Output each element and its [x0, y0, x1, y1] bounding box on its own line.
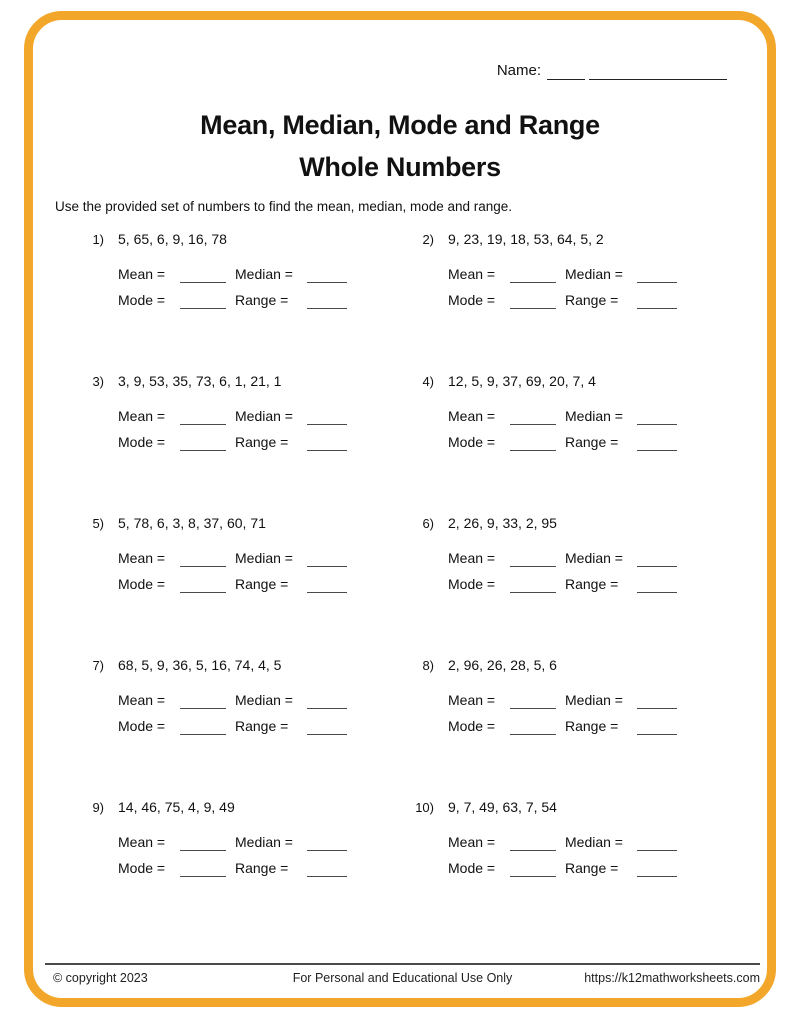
- median-blank[interactable]: [637, 410, 677, 425]
- problem-body: [118, 799, 408, 877]
- range-label: Range =: [565, 292, 619, 308]
- number-set: 2, 26, 9, 33, 2, 95: [448, 515, 557, 531]
- number-set: 9, 23, 19, 18, 53, 64, 5, 2: [448, 231, 604, 247]
- mode-label: Mode =: [118, 292, 166, 308]
- mean-blank[interactable]: [510, 410, 556, 425]
- mean-median-row: [118, 541, 408, 567]
- median-label: Median =: [565, 834, 623, 850]
- mean-label: Mean =: [448, 834, 496, 850]
- number-set: 5, 65, 6, 9, 16, 78: [118, 231, 227, 247]
- median-blank[interactable]: [307, 694, 347, 709]
- mean-label: Mean =: [118, 834, 166, 850]
- problem-body: [448, 231, 708, 309]
- name-line[interactable]: [589, 64, 727, 80]
- mean-label: Mean =: [448, 692, 496, 708]
- median-blank[interactable]: [307, 268, 347, 283]
- range-label: Range =: [235, 434, 289, 450]
- mode-range-row: [118, 851, 408, 877]
- median-label: Median =: [565, 408, 623, 424]
- number-set: 12, 5, 9, 37, 69, 20, 7, 4: [448, 373, 596, 389]
- problem-body: [448, 515, 708, 593]
- problem-4: [408, 373, 708, 515]
- mean-median-row: [118, 399, 408, 425]
- range-blank[interactable]: [637, 862, 677, 877]
- mean-blank[interactable]: [180, 836, 226, 851]
- median-blank[interactable]: [307, 836, 347, 851]
- problem-10: [408, 799, 708, 941]
- number-set: 5, 78, 6, 3, 8, 37, 60, 71: [118, 515, 266, 531]
- mean-median-row: [118, 825, 408, 851]
- problem-2: [408, 231, 708, 373]
- website-url: https://k12mathworksheets.com: [584, 971, 760, 985]
- range-blank[interactable]: [307, 578, 347, 593]
- problem-number: 10): [415, 800, 434, 815]
- number-set: 14, 46, 75, 4, 9, 49: [118, 799, 235, 815]
- mode-label: Mode =: [448, 292, 496, 308]
- median-blank[interactable]: [637, 552, 677, 567]
- median-label: Median =: [565, 550, 623, 566]
- page-title: [0, 104, 800, 188]
- mean-median-row: [448, 541, 708, 567]
- mean-blank[interactable]: [180, 552, 226, 567]
- mode-blank[interactable]: [180, 578, 226, 593]
- copyright-text: © copyright 2023: [53, 971, 148, 985]
- range-blank[interactable]: [307, 294, 347, 309]
- mode-blank[interactable]: [510, 578, 556, 593]
- range-label: Range =: [565, 576, 619, 592]
- title-line-2: Whole Numbers: [299, 152, 501, 182]
- page-footer: [45, 963, 760, 985]
- mode-label: Mode =: [118, 576, 166, 592]
- problem-3: [78, 373, 408, 515]
- median-blank[interactable]: [637, 836, 677, 851]
- median-label: Median =: [235, 692, 293, 708]
- mode-blank[interactable]: [180, 862, 226, 877]
- mean-blank[interactable]: [180, 694, 226, 709]
- problem-body: [448, 799, 708, 877]
- mode-range-row: [448, 425, 708, 451]
- mode-blank[interactable]: [510, 720, 556, 735]
- problem-7: [78, 657, 408, 799]
- problem-number: 2): [422, 232, 434, 247]
- mode-blank[interactable]: [180, 720, 226, 735]
- problem-body: [118, 373, 408, 451]
- range-blank[interactable]: [637, 720, 677, 735]
- problem-number: 8): [422, 658, 434, 673]
- problem-body: [448, 657, 708, 735]
- mean-blank[interactable]: [510, 552, 556, 567]
- mode-range-row: [448, 851, 708, 877]
- mean-label: Mean =: [448, 408, 496, 424]
- median-label: Median =: [235, 408, 293, 424]
- mode-blank[interactable]: [510, 862, 556, 877]
- problems-grid: [78, 231, 738, 941]
- problem-number: 3): [92, 374, 104, 389]
- range-label: Range =: [235, 576, 289, 592]
- mode-blank[interactable]: [510, 294, 556, 309]
- mode-label: Mode =: [448, 576, 496, 592]
- mean-label: Mean =: [448, 266, 496, 282]
- mean-label: Mean =: [118, 408, 166, 424]
- problem-5: [78, 515, 408, 657]
- mean-label: Mean =: [118, 266, 166, 282]
- problem-number: 1): [92, 232, 104, 247]
- mean-label: Mean =: [118, 550, 166, 566]
- mode-blank[interactable]: [180, 294, 226, 309]
- median-label: Median =: [235, 834, 293, 850]
- range-blank[interactable]: [637, 578, 677, 593]
- mode-label: Mode =: [448, 718, 496, 734]
- problem-number: 5): [92, 516, 104, 531]
- mode-range-row: [118, 709, 408, 735]
- number-set: 68, 5, 9, 36, 5, 16, 74, 4, 5: [118, 657, 282, 673]
- mode-label: Mode =: [448, 434, 496, 450]
- problem-body: [448, 373, 708, 451]
- median-blank[interactable]: [307, 552, 347, 567]
- mean-median-row: [118, 683, 408, 709]
- problem-body: [118, 231, 408, 309]
- mean-label: Mean =: [118, 692, 166, 708]
- mode-label: Mode =: [118, 434, 166, 450]
- mode-range-row: [448, 567, 708, 593]
- number-set: 3, 9, 53, 35, 73, 6, 1, 21, 1: [118, 373, 282, 389]
- mode-blank[interactable]: [180, 436, 226, 451]
- mode-range-row: [448, 709, 708, 735]
- range-label: Range =: [565, 860, 619, 876]
- mode-blank[interactable]: [510, 436, 556, 451]
- problem-number: 4): [422, 374, 434, 389]
- problem-8: [408, 657, 708, 799]
- range-blank[interactable]: [307, 862, 347, 877]
- problem-9: [78, 799, 408, 941]
- mode-label: Mode =: [448, 860, 496, 876]
- median-label: Median =: [565, 692, 623, 708]
- number-set: 2, 96, 26, 28, 5, 6: [448, 657, 557, 673]
- median-blank[interactable]: [637, 268, 677, 283]
- range-label: Range =: [565, 718, 619, 734]
- mode-range-row: [448, 283, 708, 309]
- mean-blank[interactable]: [180, 268, 226, 283]
- median-label: Median =: [565, 266, 623, 282]
- mean-median-row: [448, 257, 708, 283]
- mean-median-row: [448, 825, 708, 851]
- problem-1: [78, 231, 408, 373]
- range-label: Range =: [235, 860, 289, 876]
- mean-median-row: [448, 683, 708, 709]
- mean-label: Mean =: [448, 550, 496, 566]
- mean-blank[interactable]: [510, 694, 556, 709]
- number-set: 9, 7, 49, 63, 7, 54: [448, 799, 557, 815]
- problem-number: 9): [92, 800, 104, 815]
- range-blank[interactable]: [637, 436, 677, 451]
- mode-range-row: [118, 283, 408, 309]
- range-label: Range =: [235, 718, 289, 734]
- range-label: Range =: [565, 434, 619, 450]
- title-line-1: Mean, Median, Mode and Range: [200, 110, 600, 140]
- name-field: [497, 60, 727, 80]
- name-line[interactable]: [547, 64, 585, 80]
- usage-text: For Personal and Educational Use Only: [292, 971, 513, 985]
- problem-number: 6): [422, 516, 434, 531]
- mean-median-row: [118, 257, 408, 283]
- mean-blank[interactable]: [180, 410, 226, 425]
- problem-number: 7): [92, 658, 104, 673]
- range-blank[interactable]: [307, 436, 347, 451]
- range-blank[interactable]: [637, 294, 677, 309]
- instructions-text: Use the provided set of numbers to find the mean, median, mode and range.: [55, 199, 513, 214]
- median-blank[interactable]: [307, 410, 347, 425]
- median-label: Median =: [235, 550, 293, 566]
- mean-blank[interactable]: [510, 268, 556, 283]
- median-label: Median =: [235, 266, 293, 282]
- problem-6: [408, 515, 708, 657]
- mean-blank[interactable]: [510, 836, 556, 851]
- mode-range-row: [118, 567, 408, 593]
- range-label: Range =: [235, 292, 289, 308]
- problem-body: [118, 515, 408, 593]
- problem-body: [118, 657, 408, 735]
- mode-label: Mode =: [118, 718, 166, 734]
- mode-range-row: [118, 425, 408, 451]
- mean-median-row: [448, 399, 708, 425]
- name-label: Name:: [496, 62, 541, 79]
- range-blank[interactable]: [307, 720, 347, 735]
- median-blank[interactable]: [637, 694, 677, 709]
- mode-label: Mode =: [118, 860, 166, 876]
